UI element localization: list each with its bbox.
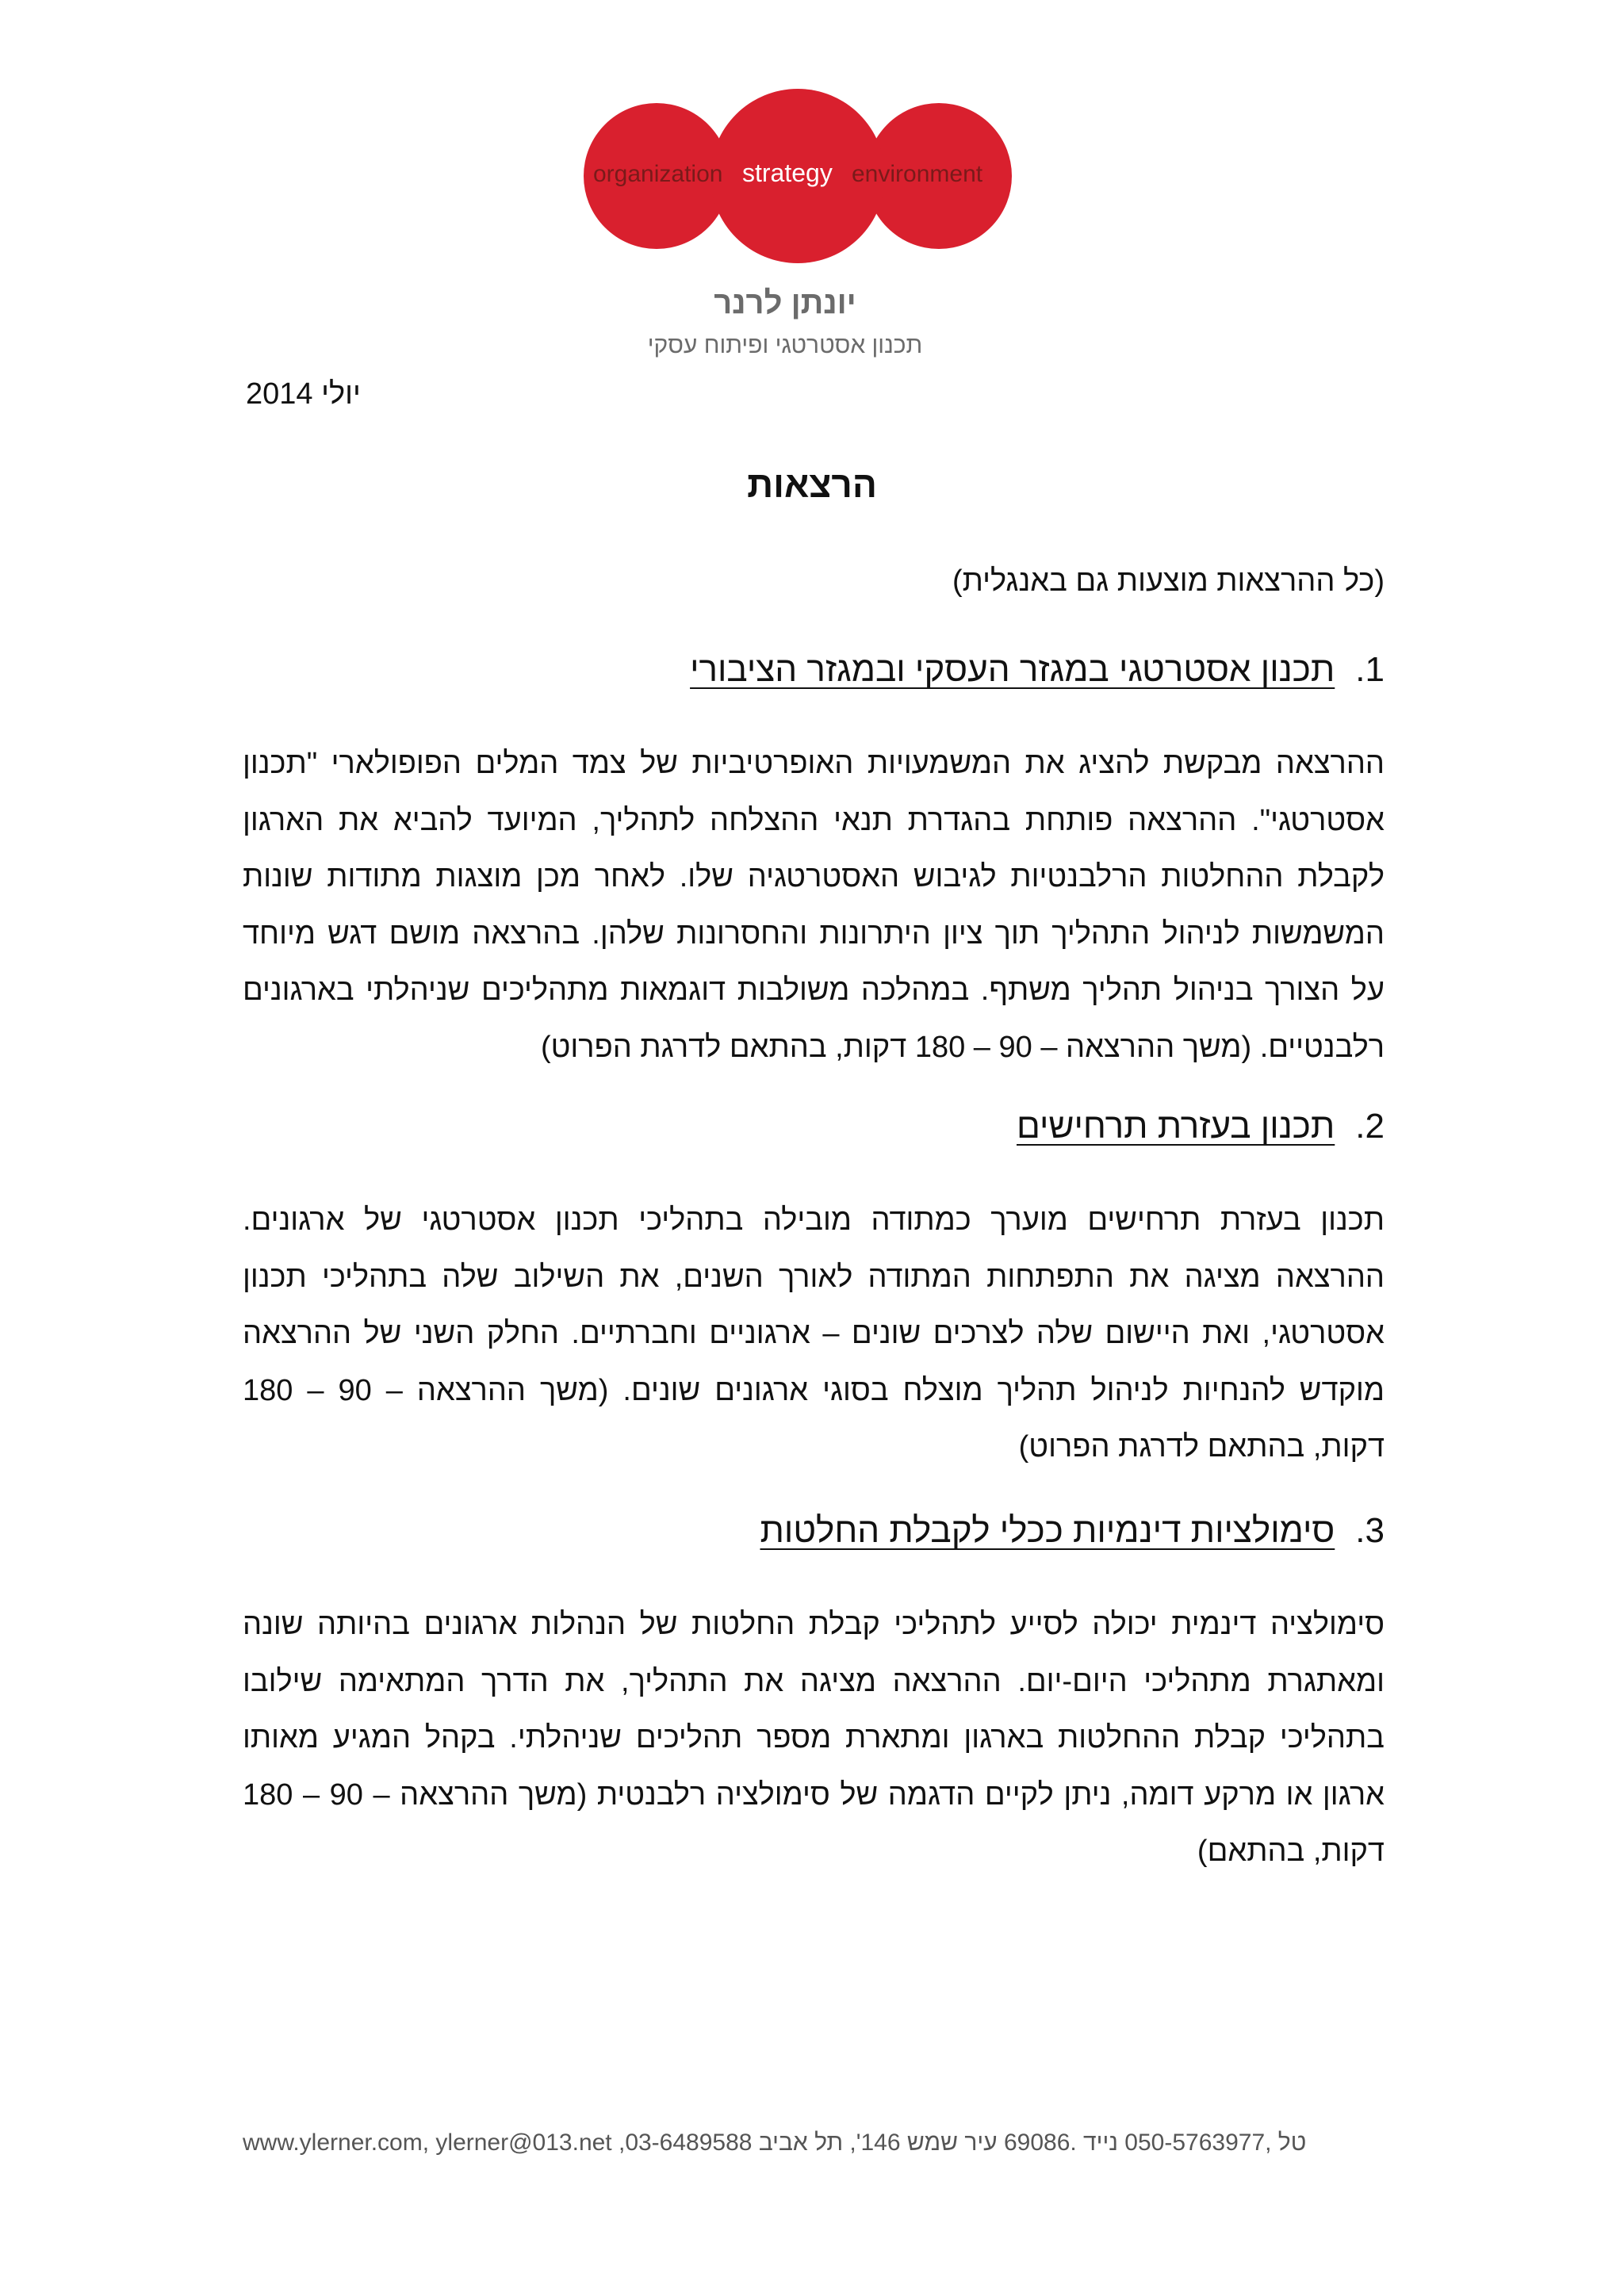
page-title: הרצאות	[747, 464, 877, 505]
author-tagline: תכנון אסטרטגי ופיתוח עסקי	[647, 332, 923, 358]
intro-note: (כל ההרצאות מוצעות גם באנגלית)	[952, 564, 1385, 598]
section-number: 1.	[1355, 650, 1385, 689]
section-body-1: ההרצאה מבקשת להציג את המשמעויות האופרטיביות של צמד המלים הפופולארי "תכנון אסטרטגי". ההרצאה פותחת בהגדרת תנאי ההצלחה לתהליך, המיועד להביא את הארגון לקבלת ההחלטות הרלבנטיות לגיבוש האסטרטגיה שלו. לאחר מכן מוצגות מתודות שונות המשמשות לניהול התהליך תוך ציון היתרונות והחסרונות שלהן. בהרצאה מושם דגש מיוחד על הצורך בניהול תהליך משתף. במהלכה משולבות דוגמאות מתהליכים שניהלתי בארגונים רלבנטיים. (משך ההרצאה – 90 – 180 דקות, בהתאם לדרגת הפרוט)	[243, 747, 1385, 1064]
company-logo	[582, 87, 1013, 266]
logo-word-environment: environment	[852, 161, 983, 187]
logo-word-strategy: strategy	[742, 159, 833, 187]
section-heading-1	[690, 650, 1385, 690]
section-title: תכנון אסטרטגי במגזר העסקי ובמגזר הציבורי	[690, 650, 1335, 689]
section-heading-2	[1017, 1107, 1385, 1146]
logo-word-organization: organization	[593, 161, 723, 187]
author-block	[619, 284, 952, 362]
section-number: 2.	[1355, 1107, 1385, 1146]
author-name: יונתן לרנר	[714, 285, 856, 320]
section-title: תכנון בעזרת תרחישים	[1016, 1107, 1335, 1146]
section-body-3: סימולציה דינמית יכולה לסייע לתהליכי קבלת החלטות של הנהלות ארגונים בהיותה שונה ומאתגרת מתהליכי היום-יום. ההרצאה מציגה את התהליך, את הדרך המתאימה שילובו בתהליכי קבלת ההחלטות בארגון ומתארת מספר תהליכים שניהלתי. בקהל המגיע מאותו ארגון או מרקע דומה, ניתן לקיים הדגמה של סימולציה רלבנטית (משך ההרצאה – 90 – 180 דקות, בהתאם)	[243, 1608, 1385, 1868]
section-title: סימולציות דינמיות ככלי לקבלת החלטות	[760, 1511, 1335, 1550]
contact-footer: www.ylerner.com, ylerner@013.net ,03-6489588 טל ,050-5763977 נייד .69086 עיר שמש 146', תל אביב	[243, 2130, 1307, 2156]
section-number: 3.	[1355, 1511, 1385, 1550]
document-date: יולי 2014	[246, 377, 361, 411]
section-body-2: תכנון בעזרת תרחישים מוערך כמתודה מובילה בתהליכי תכנון אסטרטגי של ארגונים. ההרצאה מציגה את התפתחות המתודה לאורך השנים, את השילוב שלה בתהליכי תכנון אסטרטגי, ואת היישום שלה לצרכים שונים – ארגוניים וחברתיים. החלק השני של ההרצאה מוקדש להנחיות לניהול תהליך מוצלח בסוגי ארגונים שונים. (משך ההרצאה – 90 – 180 דקות, בהתאם לדרגת הפרוט)	[243, 1203, 1385, 1464]
section-heading-3	[760, 1511, 1385, 1551]
